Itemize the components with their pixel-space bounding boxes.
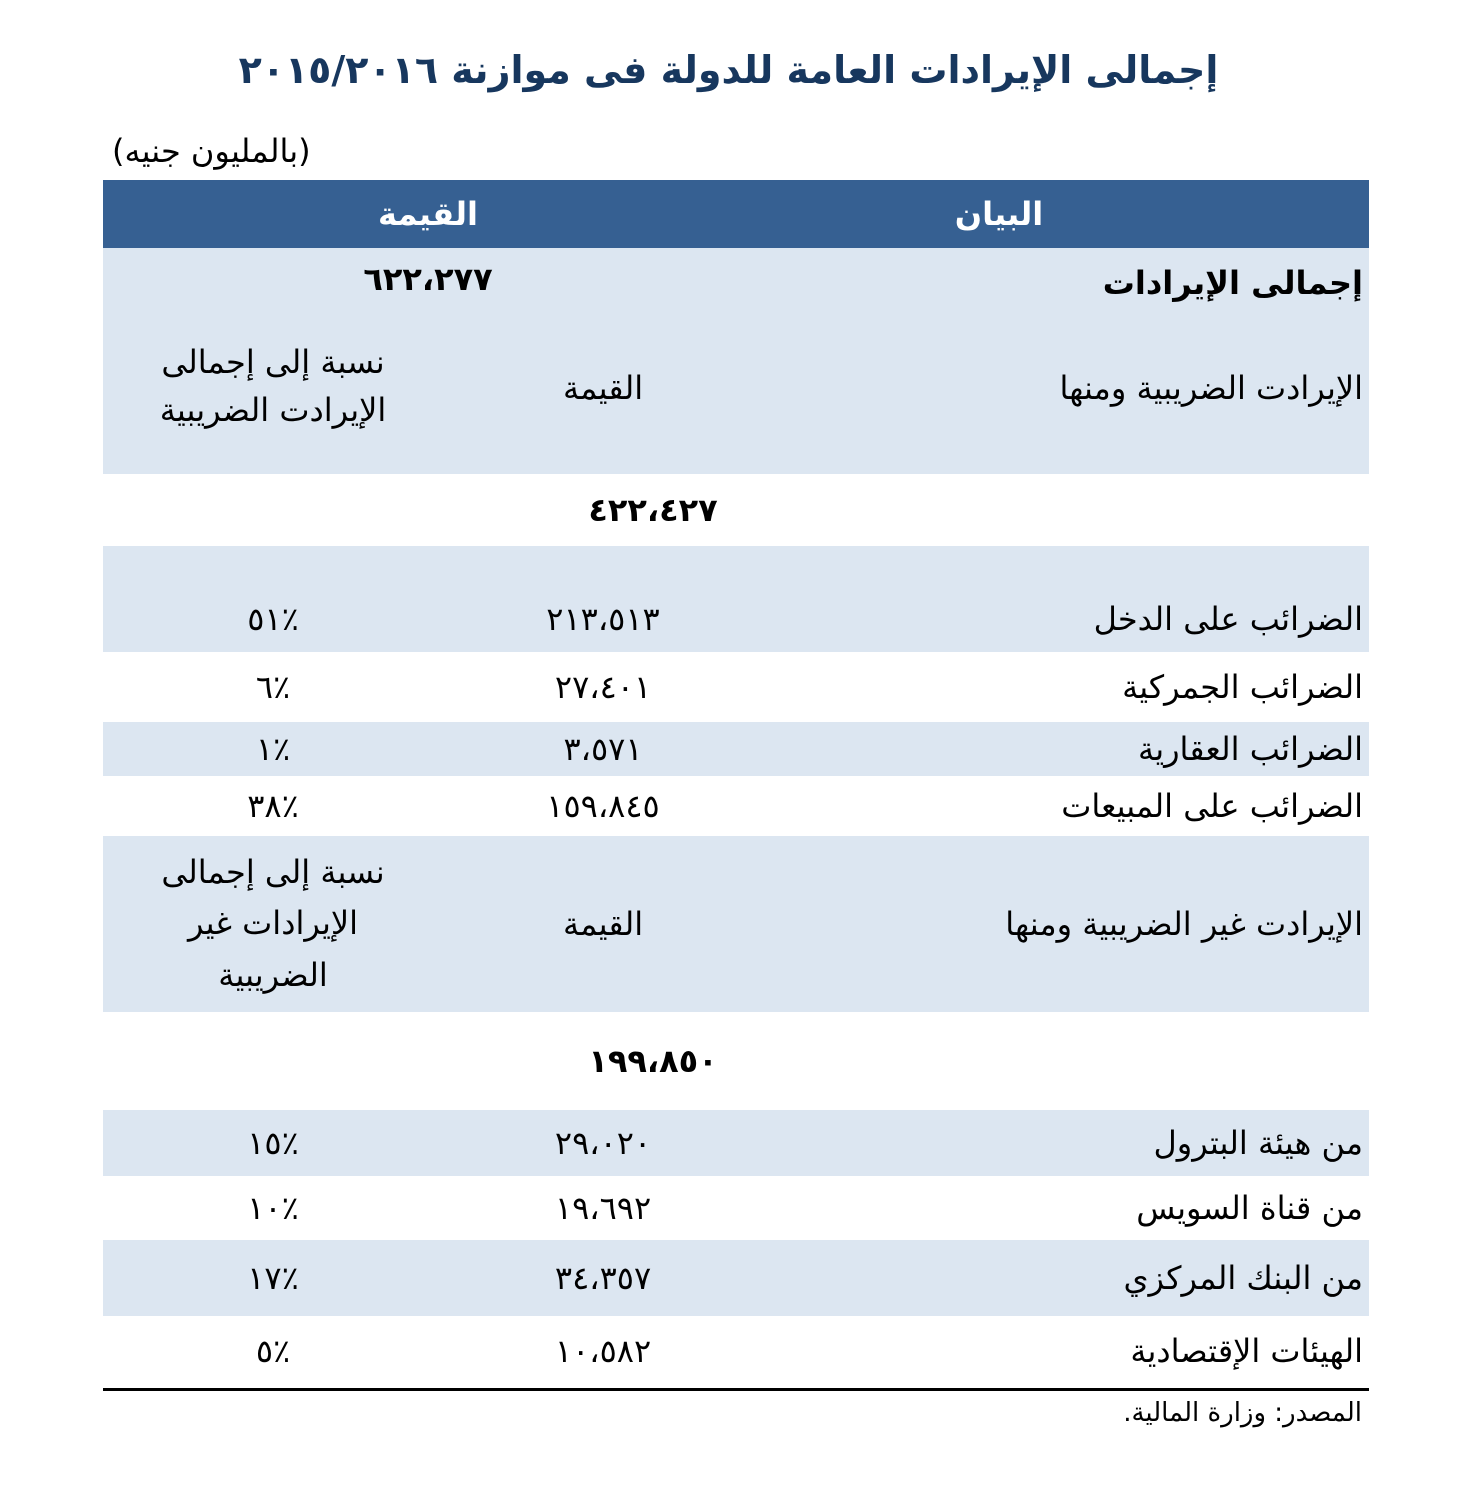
total-revenue-value: ٦٢٢،٢٧٧ bbox=[363, 260, 493, 298]
tax-item-label: الضرائب العقارية bbox=[1138, 730, 1363, 768]
tax-section-label: الإيرادت الضريبية ومنها bbox=[1059, 369, 1363, 407]
header-value: القيمة bbox=[378, 195, 478, 233]
tax-item-pct: ٪٥١ bbox=[247, 600, 299, 638]
tax-item-value: ٢١٣،٥١٣ bbox=[546, 600, 660, 638]
tax-item-row bbox=[103, 722, 1369, 776]
nontax-item-label: من قناة السويس bbox=[1136, 1189, 1363, 1227]
tax-item-label: الضرائب الجمركية bbox=[1122, 668, 1363, 706]
tax-item-row bbox=[103, 546, 1369, 652]
table-bottom-rule bbox=[103, 1388, 1369, 1391]
nontax-item-value: ٣٤،٣٥٧ bbox=[554, 1259, 652, 1297]
tax-total-value: ٤٢٢،٤٢٧ bbox=[588, 491, 718, 529]
nontax-section-label: الإيرادت غير الضريبية ومنها bbox=[1005, 905, 1363, 943]
tax-item-value: ١٥٩،٨٤٥ bbox=[546, 787, 660, 825]
nontax-item-pct: ٪١٠ bbox=[247, 1189, 299, 1227]
unit-note: (بالمليون جنيه) bbox=[112, 132, 311, 170]
tax-item-pct: ٪١ bbox=[255, 730, 291, 768]
page-title: إجمالى الإيرادات العامة للدولة فى موازنة ٢٠١٥/٢٠١٦ bbox=[238, 48, 1219, 92]
nontax-item-pct: ٪١٥ bbox=[247, 1124, 299, 1162]
nontax-item-row bbox=[103, 1176, 1369, 1240]
tax-item-pct: ٪٦ bbox=[255, 668, 291, 706]
total-revenue-label: إجمالى الإيرادات bbox=[1102, 264, 1363, 302]
tax-value-header: القيمة bbox=[562, 369, 644, 407]
nontax-item-value: ١٠،٥٨٢ bbox=[554, 1332, 652, 1370]
total-and-tax-header-row bbox=[103, 248, 1369, 474]
tax-item-pct: ٪٣٨ bbox=[247, 787, 299, 825]
tax-item-row bbox=[103, 652, 1369, 722]
nontax-header-row bbox=[103, 836, 1369, 1012]
nontax-item-label: من البنك المركزي bbox=[1123, 1259, 1363, 1297]
nontax-item-pct: ٪١٧ bbox=[247, 1259, 299, 1297]
nontax-item-label: من هيئة البترول bbox=[1153, 1124, 1363, 1162]
nontax-value-header: القيمة bbox=[562, 905, 644, 943]
nontax-item-row bbox=[103, 1240, 1369, 1316]
table-header-row bbox=[103, 180, 1369, 248]
header-statement: البيان bbox=[954, 195, 1044, 233]
tax-pct-header: نسبة إلى إجمالى الإيرادت الضريبية bbox=[159, 343, 387, 429]
nontax-pct-header: نسبة إلى إجمالى الإيرادات غير الضريبية bbox=[161, 853, 385, 994]
nontax-total-value: ١٩٩،٨٥٠ bbox=[588, 1042, 718, 1080]
nontax-item-label: الهيئات الإقتصادية bbox=[1130, 1332, 1363, 1370]
nontax-item-value: ٢٩،٠٢٠ bbox=[554, 1124, 652, 1162]
revenue-table bbox=[103, 180, 1369, 1386]
nontax-item-value: ١٩،٦٩٢ bbox=[554, 1189, 652, 1227]
tax-item-row bbox=[103, 776, 1369, 836]
tax-item-label: الضرائب على الدخل bbox=[1093, 600, 1363, 638]
nontax-item-row bbox=[103, 1110, 1369, 1176]
source-note: المصدر: وزارة المالية. bbox=[1123, 1398, 1362, 1428]
tax-item-value: ٣،٥٧١ bbox=[563, 730, 643, 768]
nontax-item-row bbox=[103, 1316, 1369, 1386]
tax-item-value: ٢٧،٤٠١ bbox=[554, 668, 652, 706]
tax-item-label: الضرائب على المبيعات bbox=[1061, 787, 1363, 825]
tax-total-row bbox=[103, 474, 1369, 546]
nontax-item-pct: ٪٥ bbox=[255, 1332, 291, 1370]
nontax-total-row bbox=[103, 1012, 1369, 1110]
